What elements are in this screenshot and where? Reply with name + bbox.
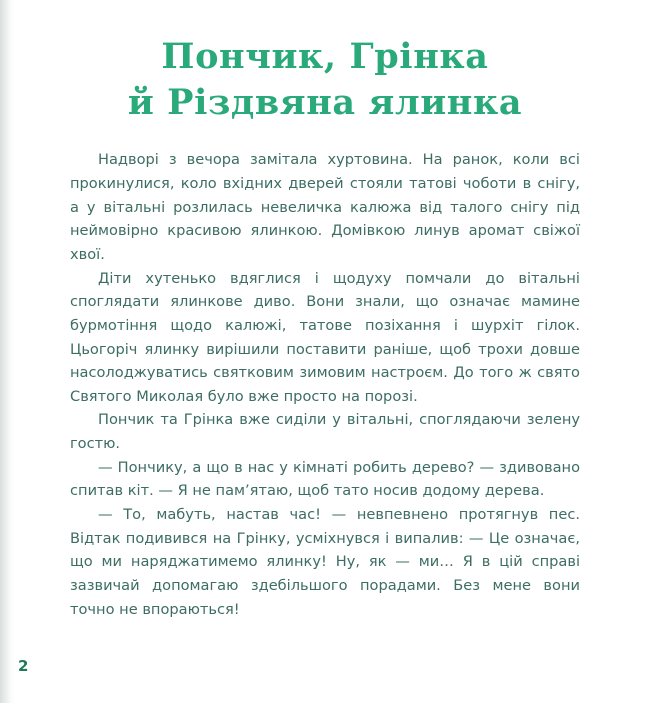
- chapter-title: [70, 0, 580, 126]
- paragraph: Надворі з вечора замітала хуртовина. На ранок, коли всі прокинулися, коло вхідних дверей стояли татові чоботи в снігу, а у вітальні розлилась невеличка калюжа від талого снігу під неймовірно красивою ялинкою. Домівкою линув аромат свіжої хвої.: [70, 151, 580, 263]
- paragraph: Діти хутенько вдяглися і щодуху помчали до вітальні споглядати ялинкове диво. Вони знали, що означає мамине бурмотіння щодо калюжі, татове позіхання і шурхіт гілок. Цьогоріч ялинку вирішили поставити раніше, щоб трохи довше насолоджуватись святковим зимовим настроєм. До того ж свято Святого Миколая було вже просто на порозі.: [70, 269, 580, 405]
- page-gutter-shading: [0, 0, 14, 703]
- paragraph: Пончик та Грінка вже сиділи у вітальні, споглядаючи зелену гостю.: [70, 411, 580, 453]
- chapter-body: [70, 126, 580, 621]
- paragraph-dialog: — То, мабуть, настав час! — невпевнено протягнув пес. Відтак подивився на Грінку, усміхнувся і випалив: — Це означає, що ми наряджатимемо ялинку! Ну, як — ми… Я в цій справі зазвичай допомагаю здебільшого порадами. Без мене вони точно не впораються!: [70, 505, 580, 618]
- chapter-title-line-2: й Різдвяна ялинка: [127, 82, 523, 124]
- chapter-title-line-1: Пончик, Грінка: [161, 36, 489, 77]
- paragraph-dialog: — Пончику, а що в нас у кімнаті робить дерево? — здивовано спитав кіт. — Я не пам’ятаю, щоб тато носив додому дерева.: [70, 458, 580, 500]
- page-number: 2: [18, 657, 29, 675]
- page-content: [70, 0, 580, 703]
